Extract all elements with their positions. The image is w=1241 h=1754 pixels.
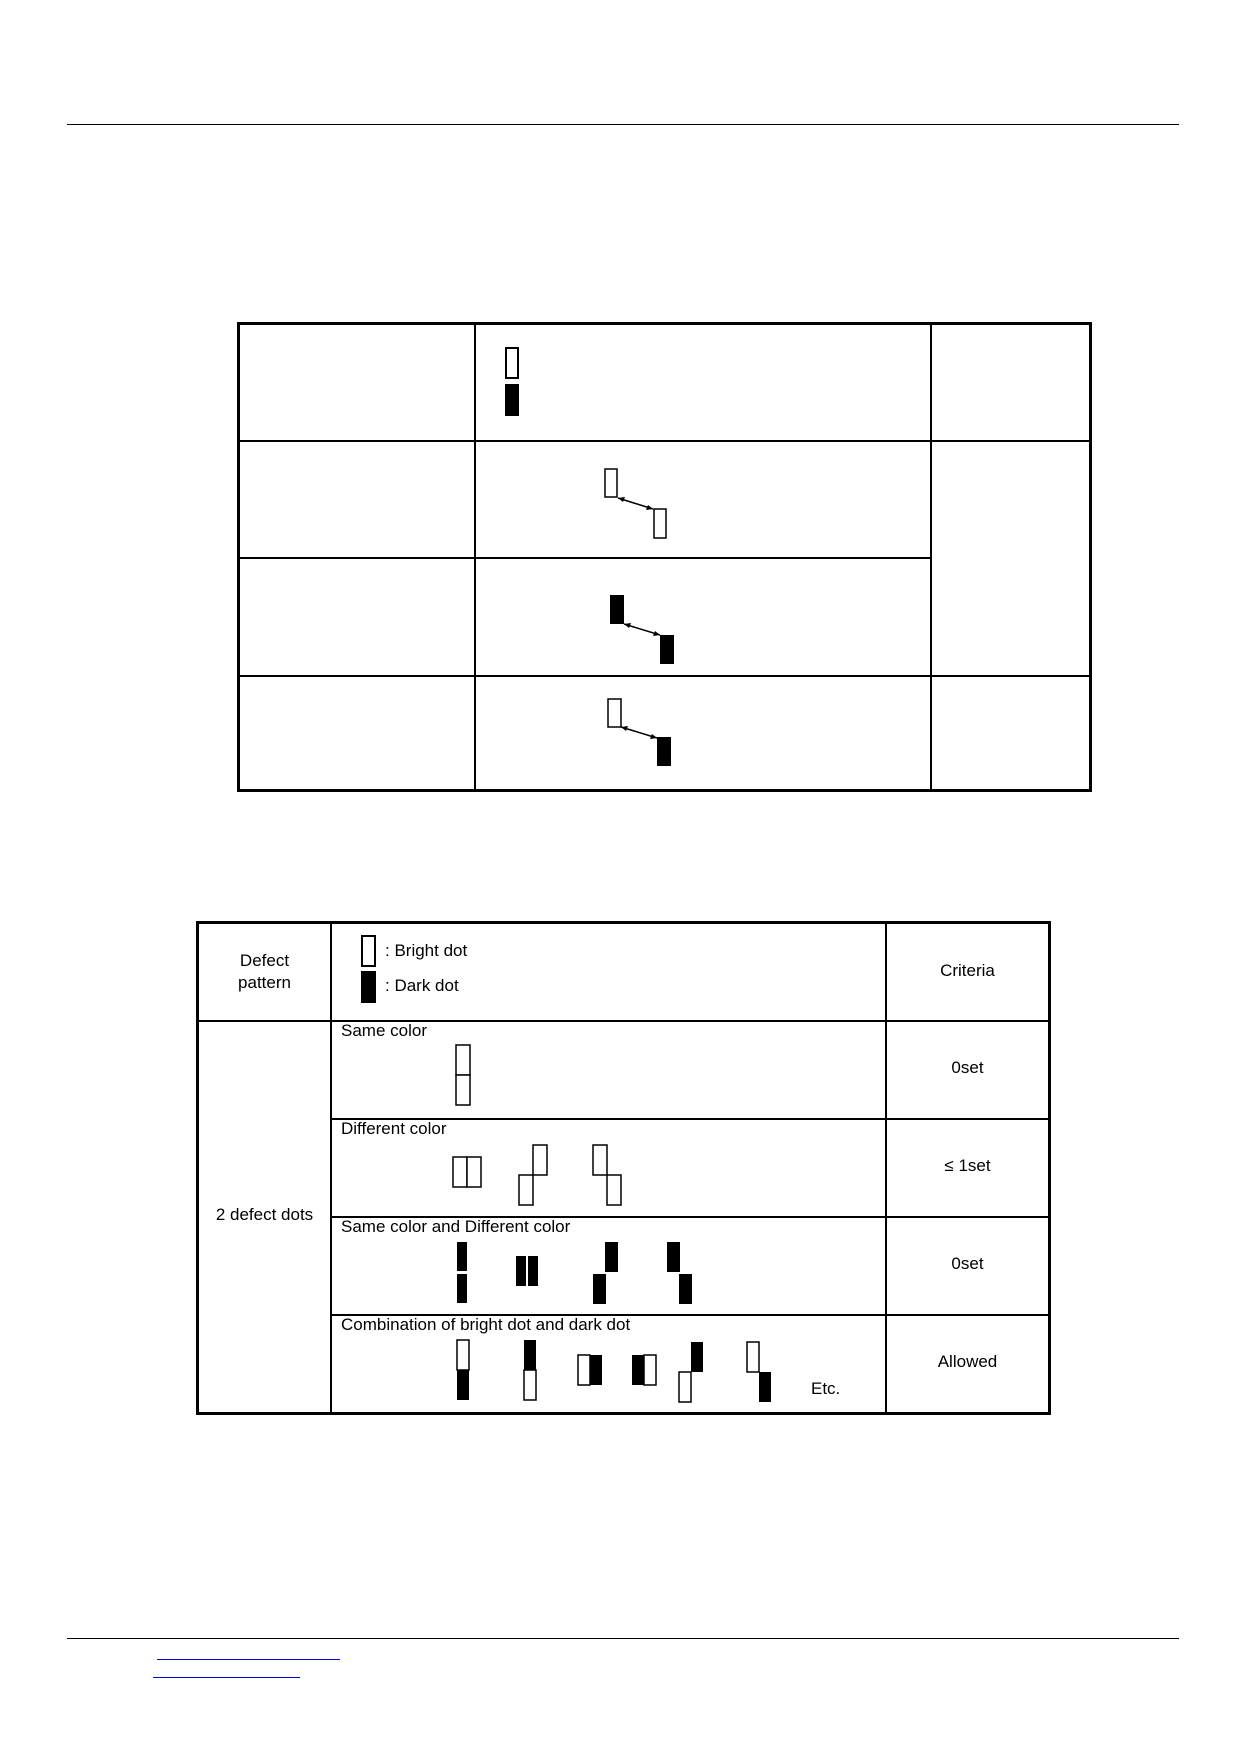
bright-dark-diagram	[605, 697, 680, 777]
legend-bright-label: : Bright dot	[385, 941, 468, 960]
t1-row-divider	[240, 675, 1089, 677]
defect-table-1	[237, 322, 1092, 792]
different-color-patterns-icon	[449, 1141, 649, 1211]
same-and-different-patterns-icon	[449, 1240, 699, 1310]
bright-dot-icon	[505, 347, 519, 379]
defect-criteria-table	[196, 921, 1051, 1415]
footer-rule	[67, 1638, 1179, 1639]
row-label-same-and-different: Same color and Different color	[341, 1217, 571, 1236]
row-label-combination: Combination of bright dot and dark dot	[341, 1315, 631, 1334]
t2-row-divider	[199, 1020, 1048, 1022]
criteria-same-color: 0set	[951, 1058, 984, 1077]
header-criteria: Criteria	[940, 961, 995, 980]
legend-dark-label: : Dark dot	[385, 976, 459, 995]
bright-bright-diagram	[600, 465, 675, 545]
footer-link-underline[interactable]	[153, 1677, 300, 1678]
t2-col-divider	[330, 924, 332, 1412]
etc-note: Etc.	[811, 1379, 841, 1398]
row-label-different-color: Different color	[341, 1119, 447, 1138]
bright-dot-icon	[361, 935, 376, 967]
dark-dot-icon	[505, 384, 519, 416]
t1-row-divider	[240, 557, 930, 559]
criteria-same-and-different: 0set	[951, 1254, 984, 1273]
row-group-label: 2 defect dots	[215, 1205, 314, 1224]
criteria-different-color: ≤ 1set	[944, 1156, 991, 1175]
criteria-combination: Allowed	[937, 1352, 998, 1371]
dark-dark-diagram	[605, 595, 680, 675]
footer-link-underline[interactable]	[157, 1659, 340, 1660]
dark-dot-icon	[361, 971, 376, 1003]
t1-row-divider	[240, 440, 1089, 442]
row-label-same-color: Same color	[341, 1021, 427, 1040]
same-color-pattern-icon	[449, 1042, 479, 1112]
header-defect-pattern: Defect pattern	[238, 951, 291, 992]
header-rule	[67, 124, 1179, 125]
t1-col-divider	[930, 325, 932, 789]
combination-patterns-icon	[449, 1338, 779, 1410]
